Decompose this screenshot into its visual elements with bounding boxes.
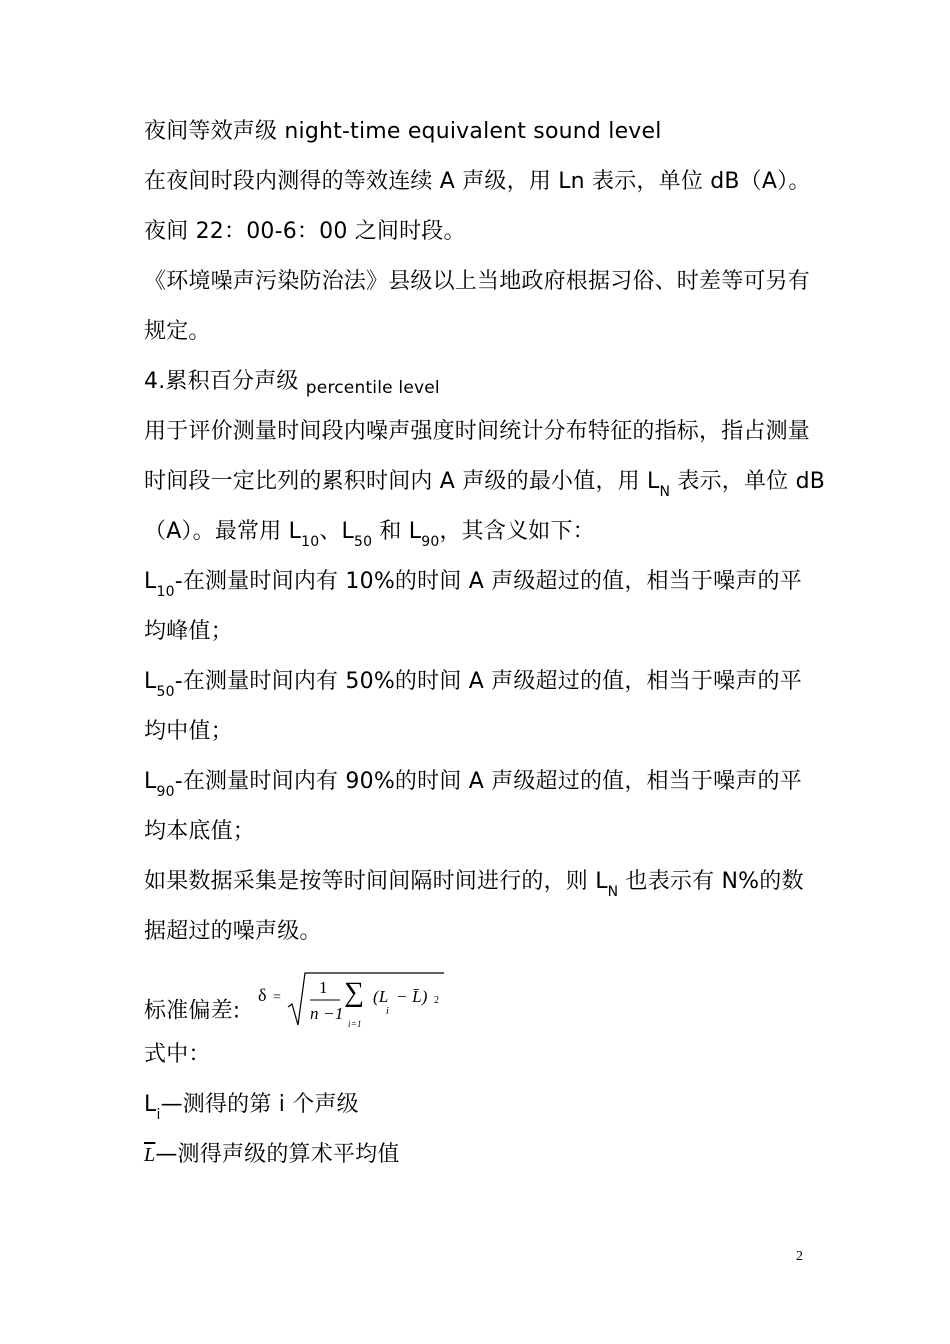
li-text: —测得的第 i 个声级 xyxy=(160,1092,359,1117)
l-symbol: L xyxy=(144,669,157,694)
l50-line xyxy=(144,667,810,699)
desc-text: 时间段一定比列的累积时间内 A 声级的最小值，用 L xyxy=(144,469,660,494)
li-definition xyxy=(144,1090,810,1122)
sampling-line xyxy=(144,867,810,899)
sigma-lower-limit: i=1 xyxy=(347,1019,362,1029)
percentile-heading-main: 4.累积百分声级 xyxy=(144,369,299,394)
denominator: n −1 xyxy=(309,1004,344,1023)
night-definition: 在夜间时段内测得的等效连续 A 声级，用 Ln 表示，单位 dB（A）。 xyxy=(144,169,811,194)
std-deviation-line xyxy=(144,975,810,1035)
item-text: -在测量时间内有 10%的时间 A 声级超过的值，相当于噪声的平 xyxy=(174,569,802,594)
law-line-1: 《环境噪声污染防治法》县级以上当地政府根据习俗、时差等可另有 xyxy=(144,269,811,294)
sampling-cont: 据超过的噪声级。 xyxy=(144,919,322,944)
l10-line xyxy=(144,567,810,599)
l-symbol: L xyxy=(144,769,157,794)
desc-text: （A）。最常用 L xyxy=(144,519,302,544)
std-deviation-formula xyxy=(254,975,454,1048)
exponent: 2 xyxy=(433,995,439,1006)
l50-cont: 均中值； xyxy=(144,719,233,744)
subscript: i xyxy=(156,1107,161,1123)
subscript: N xyxy=(659,484,671,500)
where-label: 式中： xyxy=(144,1042,211,1067)
term-mean: − L̄) xyxy=(395,987,428,1006)
item-text: -在测量时间内有 50%的时间 A 声级超过的值，相当于噪声的平 xyxy=(174,669,802,694)
equals-sign: = xyxy=(272,990,281,1005)
term-index: i xyxy=(385,1006,389,1017)
percentile-desc-line-3 xyxy=(144,517,810,549)
l90-cont: 均本底值； xyxy=(144,819,256,844)
subscript: 90 xyxy=(421,534,440,550)
percentile-heading-en: percentile level xyxy=(305,378,440,398)
sampling-text: 也表示有 N%的数 xyxy=(618,869,804,894)
night-period: 夜间 22：00-6：00 之间时段。 xyxy=(144,219,466,244)
l-symbol: L xyxy=(144,1092,157,1117)
subscript: 50 xyxy=(156,684,175,700)
lbar-definition xyxy=(144,1140,810,1170)
desc-text: 、L xyxy=(319,519,354,544)
sigma-symbol: ∑ xyxy=(343,977,364,1008)
sampling-text: 如果数据采集是按等时间间隔时间进行的，则 L xyxy=(144,869,608,894)
percentile-desc-line-1: 用于评价测量时间段内噪声强度时间统计分布特征的指标，指占测量 xyxy=(144,419,811,444)
delta-symbol: δ xyxy=(257,985,267,1005)
subscript: 90 xyxy=(156,784,175,800)
numerator: 1 xyxy=(318,978,328,997)
percentile-heading xyxy=(144,367,810,398)
desc-text: 表示，单位 dB xyxy=(670,469,826,494)
l90-line xyxy=(144,767,810,799)
subscript: 10 xyxy=(156,584,175,600)
desc-text: 和 L xyxy=(372,519,422,544)
desc-text: ，其含义如下： xyxy=(439,519,595,544)
page-number: 2 xyxy=(796,1249,803,1264)
l-symbol: L xyxy=(144,569,157,594)
std-deviation-label: 标准偏差: xyxy=(144,998,241,1024)
night-heading: 夜间等效声级 night-time equivalent sound level xyxy=(144,119,662,144)
item-text: -在测量时间内有 90%的时间 A 声级超过的值，相当于噪声的平 xyxy=(174,769,802,794)
lbar-text: —测得声级的算术平均值 xyxy=(155,1142,400,1167)
subscript: 10 xyxy=(301,534,320,550)
l-bar-symbol: $\overline{L}$ xyxy=(144,1144,156,1166)
l10-cont: 均峰值； xyxy=(144,619,233,644)
subscript: 50 xyxy=(354,534,373,550)
term-open: (L xyxy=(372,987,389,1006)
percentile-desc-line-2 xyxy=(144,467,826,500)
subscript: N xyxy=(607,884,619,900)
law-line-2: 规定。 xyxy=(144,319,211,344)
